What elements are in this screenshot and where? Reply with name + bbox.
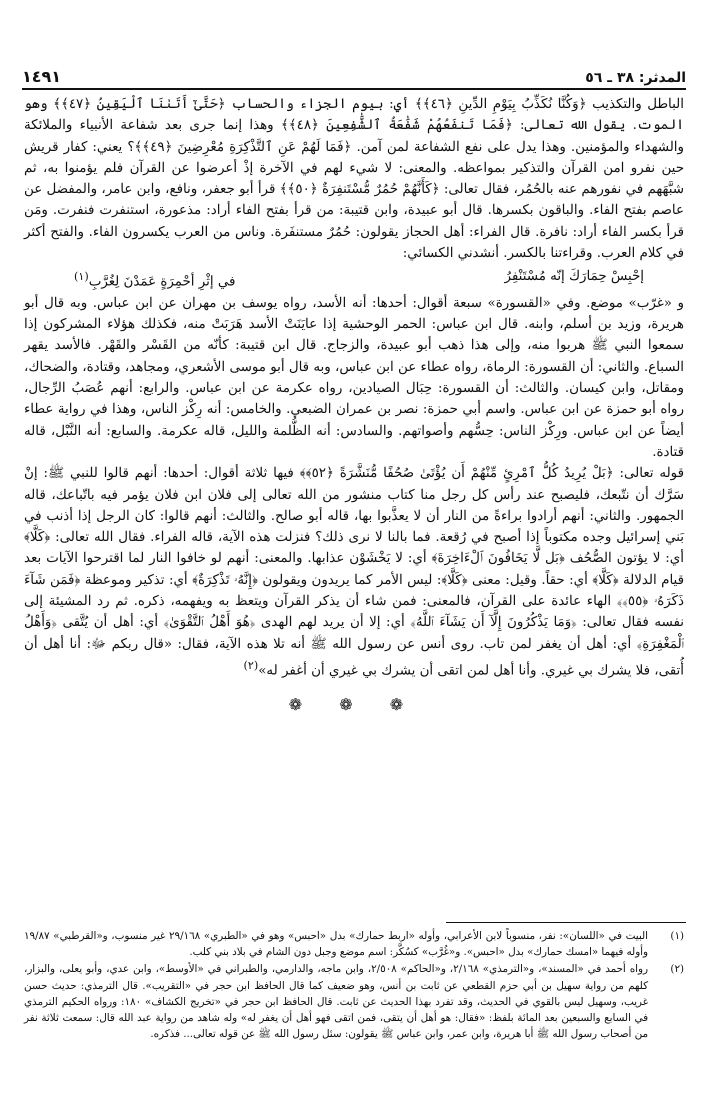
- footnote-number: (١): [670, 930, 684, 942]
- paragraph-1: الباطل والتكذيب ﴿وَكُنَّا نُكَذِّبُ بِيَوْمِ الدِّينِ ﴿٤٦﴾﴾ أي: بيوم الجزاء والحساب ﴿حَتَّىٰٓ أَتَىٰنَا ٱلْيَقِينُ ﴿٤٧﴾﴾ وهو الموت. يقول الله تعالى: ﴿فَمَا تَنفَعُهُمْ شَفَٰعَةُ ٱلشَّٰفِعِينَ ﴿٤٨﴾﴾ وهذا إنما جرى بعد شفاعة الأنبياء والملائكة والشهداء والمؤمنين. وهذا يدل على نفع الشفاعة لمن آمن. ﴿فَمَا لَهُمْ عَنِ ٱلتَّذْكِرَةِ مُعْرِضِينَ ﴿٤٩﴾﴾؟ يعني: كفار قريش حين نفرو امن القرآن والتذكير بمواعظه. والمعنى: لا شيء لهم في الآخرة إذْ أعرضوا عن القرآن فلم يؤمنوا به، ثم شبَّهَهم في نفورهم عنه بالحُمُر، فقال تعالى: ﴿كَأَنَّهُمْ حُمُرٌ مُّسْتَنفِرَةٌ ﴿٥٠﴾﴾ قرأ أبو جعفر، ونافع، وابن عامر، والمفضل عن عاصم بفتح الفاء. والباقون بكسرها. قال أبو عبيدة، وابن قتيبة: من قرأ بفتح الفاء أراد: مذعورة، استنفرت فنفرت. ومَن قرأ بكسر الفاء أراد: نافرة. قال الفراء: أهل الحجاز يقولون: حُمُرٌ مستنفَرة. وناس من العرب يكسرون الفاء. والفتح أكثر في كلام العرب. وقراءتنا بالكسر. أنشدني الكسائي:: [24, 97, 684, 262]
- footnote-marker-1: (١): [74, 270, 89, 284]
- main-text: [24, 94, 684, 715]
- footnote: [24, 961, 684, 1042]
- page-number: ١٤٩١: [22, 67, 62, 86]
- poem-verse: [24, 264, 684, 292]
- header-rule: [22, 88, 686, 90]
- paragraph-3: قوله تعالى: ﴿بَلْ يُرِيدُ كُلُّ ٱمْرِئٍ مِّنْهُمْ أَن يُؤْتَىٰ صُحُفًا مُّنَشَّرَةً ﴿٥٢﴾﴾ فيها ثلاثة أقوال: أحدها: أنهم قالوا للنبي ﷺ: إنْ سَرَّك أن نتّبعك، فليصبح عند رأس كل رجل منا كتاب منشور من الله تعالى إلى فلان ابن فلان يؤمر فيه باتّباعك، قاله الجمهور. والثاني: أنهم أرادوا براءةً من النار أن لا يعذَّبوا بها، قاله أبو صالح. والثالث: أنهم قالوا: كان الرجل إذا أذنب في بَني إسرائيل وجده مكتوباً إذا أصبح في رُقعة. فما بالنا لا نرى ذلك؟ فنزلت هذه الآية، قاله الفراء. فقال الله تعالى: ﴿كَلَّا﴾ أي: لا يؤتون الصُّحُف ﴿بَل لَّا يَخَافُونَ ٱلْءَاخِرَةَ﴾ أي: لا يَخْشَوْن عذابها. والمعنى: أنهم لو خافوا النار لما اقترحوا الآيات بعد قيام الدلالة ﴿كَلَّا﴾ أي: حقاً. وقيل: معنى ﴿كَلَّا﴾: ليس الأمر كما يريدون ويقولون ﴿إِنَّهُۥ تَذْكِرَةٌ﴾ أي: تذكير وموعظة ﴿فَمَن شَآءَ ذَكَرَهُۥ ﴿٥٥﴾﴾ الهاء عائدة على القرآن، فالمعنى: فمن شاء أن يذكر القرآن ويتعظ به ويفهمه، ذكره. ثم رد المشيئة إلى نفسه فقال تعالى: ﴿وَمَا يَذْكُرُونَ إِلَّآ أَن يَشَآءَ ٱللَّهُ﴾ أي: إلا أن يريد لهم الهدى ﴿هُوَ أَهْلُ ٱلتَّقْوَىٰ﴾ أي: أهل أن يُتَّقى ﴿وَأَهْلُ ٱلْمَغْفِرَةِ﴾ أي: أهل أن يغفر لمن تاب. روى أنس عن رسول الله ﷺ أنه تلا هذه الآية، فقال: «قال ربكم ﷻ: أنا أهل أن أُتقى، فلا يشرك بي غيري. وأنا أهل لمن اتقى أن يشرك بي غيري أن أغفر له»$^{(٢)}$: [24, 466, 684, 679]
- running-header: [22, 60, 686, 86]
- footnote-number: (٢): [670, 963, 684, 976]
- footnote-text: رواه أحمد في «المسند»، و«الترمذي» ٢/١٦٨، و«الحاكم» ٢/٥٠٨، وابن ماجه، والدارمي، والطبراني في «الأوسط»، وابن عدي، وأبو يعلى، والبزار، كلهم من رواية سهيل بن أبي حزم القطعي عن ثابت بن أنس، وهو ضعيف كما قال الحافظ ابن حجر في «التقريب». قال الترمذي: حديث حسن غريب، وسهيل ليس بالقوي في الحديث، وقد تفرد بهذا الحديث عن ثابت. قال الحافظ ابن حجر في «تخريج الكشاف» ١٨٠: ورواه الحكيم الترمذي في السابع والسبعين بعد المائة بلفظ: «فقال: هو أهل أن يتقى، فمن اتقى فهو أهل أن يغفر له» وله شاهد من رواية عبد الله قال: سمعت ثلاثة نفر من أصحاب رسول الله ﷺ أبا هريرة، وابن عمر، وابن عباس ﷺ يقولون: سئل رسول الله ﷺ عن قوله تعالى... فذكره.: [24, 963, 648, 1041]
- poem-hemistich-right: إحْبِسْ حِمَارَكَ إنّه مُسْتَنْفِرُ: [504, 269, 644, 285]
- footnotes: [24, 928, 684, 1043]
- poem-hemistich-left: في إثْرِ أحْمِرَةٍ عَمَدْنَ لِغُرَّبِ$^{(١)}$: [74, 270, 236, 290]
- footnote-marker-2: (٢): [243, 658, 259, 672]
- section-separator: ❁ ❁ ❁: [288, 694, 420, 714]
- footnote: [24, 928, 684, 960]
- chapter-title: المدثر: ٣٨ ـ ٥٦: [585, 70, 686, 86]
- paragraph-2: و «غرّب» موضع. وفي «القسورة» سبعة أقوال: أحدها: أنه الأسد، رواه يوسف بن مهران عن ابن عباس. وبه قال أبو هريرة، وزيد بن أسلم، وابنه. قال ابن عباس: الحمر الوحشية إذا عايَنَتْ الأسد هَرَبَتْ منه، فكذلك هؤلاء المشركون إذا سمعوا النبي ﷺ هربوا منه، وإلى هذا ذهب أبو عبيدة، والزجاج. قال ابن قتيبة: كأنّه من القَسْر والقَهْر. فالأسد يقهر السباع. والثاني: أن القسورة: الرماة، رواه عطاء عن ابن عباس، وبه قال أبو موسى الأشعري، ومجاهد، وقتادة، والضحاك، ومقاتل، وابن كيسان. والثالث: أن القسورة: حِبَال الصيادين، رواه عكرمة عن ابن عباس. والرابع: أنهم عُصَبُ الرِّجال، رواه أبو حمزة عن ابن عباس. واسم أبي حمزة: نصر بن عمران الضبعي. والخامس: أنه رِكْز الناس، وهذا في رواية عطاء أيضاً عن ابن عباس. ورِكْز الناس: حِسُّهم وأصواتهم. والسادس: أنه الظُّلمة والليل، قاله عكرمة. والسابع: أنه النَّبْل، قاله قتادة.: [24, 295, 684, 460]
- footnote-rule: [446, 922, 686, 923]
- footnote-text: البيت في «اللسان»: نفر، منسوباً لابن الأعرابي، وأوله «اربط حمارك» بدل «احبس» وهو في «الطبري» ٢٩/١٦٨ غير منسوب، و«القرطبي» ١٩/٨٧ وأوله فيهما «امسك حمارك» بدل «احبس». و«غُرَّب» كسُكَّر: اسم موضع وجبل دون الشام في بلاد بني كلب.: [24, 930, 648, 959]
